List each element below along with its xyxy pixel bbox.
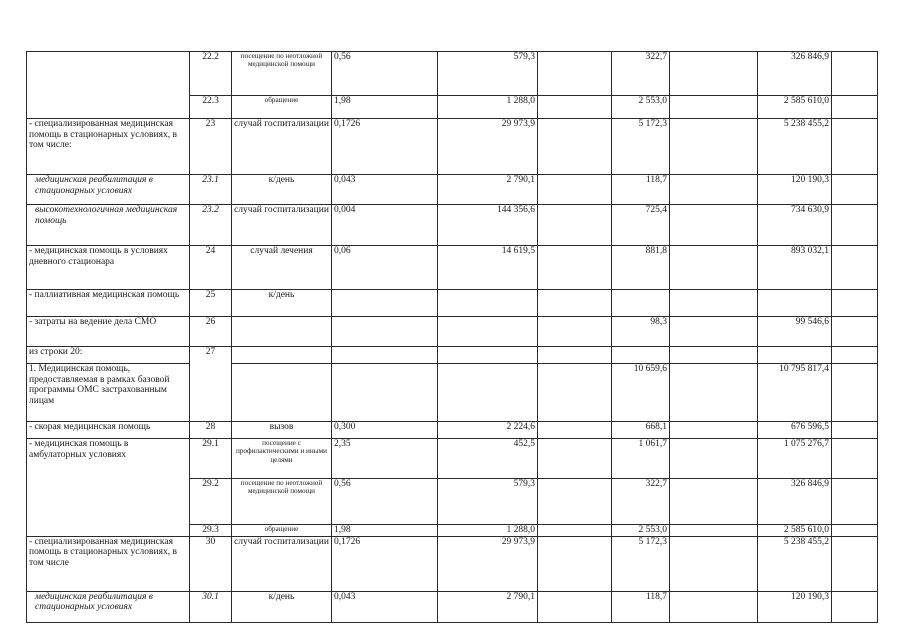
- row-unit: к/день: [232, 591, 332, 622]
- row-name: [27, 52, 190, 119]
- row-unit: к/день: [232, 175, 332, 205]
- row-empty-cell: [670, 246, 758, 290]
- row-number: 22.3: [190, 96, 232, 119]
- row-value-per-capita: 725,4: [612, 205, 670, 246]
- row-unit: случай госпитализации: [232, 119, 332, 175]
- row-value-per-capita: 2 553,0: [612, 525, 670, 537]
- row-number: 29.3: [190, 525, 232, 537]
- table-row: [27, 591, 878, 622]
- financing-table: [26, 51, 878, 623]
- row-value-cost: 579,3: [438, 479, 538, 525]
- row-name: медицинская реабилитация в стационарных условиях: [27, 591, 190, 622]
- row-value-per-capita: 98,3: [612, 317, 670, 347]
- row-empty-cell: [670, 422, 758, 439]
- row-number: 26: [190, 317, 232, 347]
- row-value-per-capita: 881,8: [612, 246, 670, 290]
- row-empty-cell: [538, 536, 612, 591]
- row-number: 23: [190, 119, 232, 175]
- row-value-norm: 1,98: [332, 96, 438, 119]
- row-empty-cell: [670, 347, 758, 364]
- row-empty-cell: [832, 96, 878, 119]
- table-row: [27, 347, 878, 364]
- row-number: 30.1: [190, 591, 232, 622]
- row-value-per-capita: [612, 347, 670, 364]
- row-value-norm: 2,35: [332, 439, 438, 479]
- row-value-cost: [438, 347, 538, 364]
- row-value-cost: 2 790,1: [438, 175, 538, 205]
- table-row: [27, 364, 878, 422]
- row-empty-cell: [538, 96, 612, 119]
- row-empty-cell: [832, 536, 878, 591]
- row-value-cost: 29 973,9: [438, 536, 538, 591]
- row-empty-cell: [832, 175, 878, 205]
- row-name: - затраты на ведение дела СМО: [27, 317, 190, 347]
- row-number: 29.2: [190, 479, 232, 525]
- row-value-norm: 0,1726: [332, 536, 438, 591]
- row-name: - специализированная медицинская помощь в стационарных условиях, в том числе: [27, 536, 190, 591]
- row-value-cost: 14 619,5: [438, 246, 538, 290]
- row-unit: [232, 317, 332, 347]
- row-number: 29.1: [190, 439, 232, 479]
- row-value-per-capita: 2 553,0: [612, 96, 670, 119]
- row-value-cost: [438, 364, 538, 422]
- row-value-norm: 0,300: [332, 422, 438, 439]
- row-empty-cell: [670, 591, 758, 622]
- row-number: 30: [190, 536, 232, 591]
- row-value-total: [758, 290, 832, 317]
- row-unit: обращение: [232, 525, 332, 537]
- row-value-norm: 0,043: [332, 591, 438, 622]
- row-empty-cell: [538, 290, 612, 317]
- row-empty-cell: [538, 205, 612, 246]
- row-value-norm: 0,043: [332, 175, 438, 205]
- row-empty-cell: [832, 422, 878, 439]
- row-value-total: 5 238 455,2: [758, 536, 832, 591]
- row-unit: случай лечения: [232, 246, 332, 290]
- row-empty-cell: [538, 479, 612, 525]
- row-value-per-capita: 1 061,7: [612, 439, 670, 479]
- row-empty-cell: [538, 119, 612, 175]
- row-number: 23.1: [190, 175, 232, 205]
- row-value-per-capita: 118,7: [612, 591, 670, 622]
- row-number: 28: [190, 422, 232, 439]
- row-number: 24: [190, 246, 232, 290]
- row-value-total: 1 075 276,7: [758, 439, 832, 479]
- row-empty-cell: [670, 52, 758, 96]
- row-value-cost: 2 224,6: [438, 422, 538, 439]
- row-empty-cell: [670, 175, 758, 205]
- row-value-total: 120 190,3: [758, 175, 832, 205]
- row-value-per-capita: 5 172,3: [612, 119, 670, 175]
- row-number: 25: [190, 290, 232, 317]
- table-row: [27, 317, 878, 347]
- row-name: - медицинская помощь в амбулаторных условиях: [27, 439, 190, 537]
- row-value-per-capita: 668,1: [612, 422, 670, 439]
- row-unit: к/день: [232, 290, 332, 317]
- row-value-total: 676 596,5: [758, 422, 832, 439]
- row-value-norm: [332, 290, 438, 317]
- row-unit: случай госпитализации: [232, 536, 332, 591]
- row-unit: [232, 347, 332, 364]
- row-value-cost: 1 288,0: [438, 96, 538, 119]
- row-value-total: [758, 347, 832, 364]
- row-value-total: 893 032,1: [758, 246, 832, 290]
- row-value-total: 99 546,6: [758, 317, 832, 347]
- row-value-cost: 29 973,9: [438, 119, 538, 175]
- row-value-cost: 579,3: [438, 52, 538, 96]
- row-empty-cell: [832, 119, 878, 175]
- table-row: [27, 422, 878, 439]
- row-value-total: 2 585 610,0: [758, 525, 832, 537]
- row-empty-cell: [670, 364, 758, 422]
- row-value-norm: 0,06: [332, 246, 438, 290]
- row-empty-cell: [538, 175, 612, 205]
- row-value-norm: 0,56: [332, 479, 438, 525]
- table-row: [27, 119, 878, 175]
- table-row: [27, 175, 878, 205]
- row-name: - паллиативная медицинская помощь: [27, 290, 190, 317]
- row-value-per-capita: 5 172,3: [612, 536, 670, 591]
- row-name: из строки 20:: [27, 347, 190, 364]
- row-empty-cell: [670, 96, 758, 119]
- row-empty-cell: [538, 422, 612, 439]
- row-value-per-capita: 322,7: [612, 479, 670, 525]
- row-value-total: 734 630,9: [758, 205, 832, 246]
- row-empty-cell: [538, 364, 612, 422]
- row-name: высокотехнологичная медицинская помощь: [27, 205, 190, 246]
- row-empty-cell: [538, 439, 612, 479]
- row-name: 1. Медицинская помощь, предоставляемая в рамках базовой программы ОМС застрахованным лицам: [27, 364, 190, 422]
- row-empty-cell: [832, 52, 878, 96]
- row-number: 27: [190, 347, 232, 422]
- row-number: 22.2: [190, 52, 232, 96]
- row-empty-cell: [538, 246, 612, 290]
- row-value-norm: [332, 364, 438, 422]
- row-empty-cell: [538, 347, 612, 364]
- row-value-per-capita: 118,7: [612, 175, 670, 205]
- row-value-total: 326 846,9: [758, 479, 832, 525]
- table-row: [27, 52, 878, 96]
- row-unit: [232, 364, 332, 422]
- row-empty-cell: [832, 364, 878, 422]
- row-empty-cell: [832, 591, 878, 622]
- row-value-cost: [438, 290, 538, 317]
- table-row: [27, 246, 878, 290]
- row-empty-cell: [670, 479, 758, 525]
- row-unit: случай госпитализации: [232, 205, 332, 246]
- row-value-norm: 0,1726: [332, 119, 438, 175]
- row-name: - скорая медицинская помощь: [27, 422, 190, 439]
- row-value-total: 10 795 817,4: [758, 364, 832, 422]
- row-value-cost: 1 288,0: [438, 525, 538, 537]
- row-value-total: 326 846,9: [758, 52, 832, 96]
- row-unit: посещение по неотложной медицинской помощи: [232, 479, 332, 525]
- row-value-cost: 2 790,1: [438, 591, 538, 622]
- row-empty-cell: [832, 317, 878, 347]
- row-value-per-capita: 10 659,6: [612, 364, 670, 422]
- row-empty-cell: [832, 290, 878, 317]
- row-name: медицинская реабилитация в стационарных условиях: [27, 175, 190, 205]
- row-empty-cell: [538, 591, 612, 622]
- row-number: 23.2: [190, 205, 232, 246]
- row-value-cost: [438, 317, 538, 347]
- row-value-norm: 0,004: [332, 205, 438, 246]
- row-value-total: 5 238 455,2: [758, 119, 832, 175]
- row-empty-cell: [832, 347, 878, 364]
- row-empty-cell: [538, 317, 612, 347]
- row-name: - медицинская помощь в условиях дневного стационара: [27, 246, 190, 290]
- row-empty-cell: [670, 205, 758, 246]
- row-empty-cell: [832, 246, 878, 290]
- row-empty-cell: [832, 205, 878, 246]
- row-empty-cell: [670, 119, 758, 175]
- table-row: [27, 290, 878, 317]
- row-value-cost: 452,5: [438, 439, 538, 479]
- row-value-norm: [332, 317, 438, 347]
- row-empty-cell: [832, 439, 878, 479]
- table-row: [27, 536, 878, 591]
- row-unit: обращение: [232, 96, 332, 119]
- row-value-norm: 0,56: [332, 52, 438, 96]
- row-value-total: 120 190,3: [758, 591, 832, 622]
- row-empty-cell: [832, 479, 878, 525]
- row-unit: посещение с профилактическими и иными целями: [232, 439, 332, 479]
- row-empty-cell: [670, 290, 758, 317]
- row-empty-cell: [538, 52, 612, 96]
- row-unit: посещение по неотложной медицинской помощи: [232, 52, 332, 96]
- row-empty-cell: [670, 525, 758, 537]
- row-value-per-capita: [612, 290, 670, 317]
- row-empty-cell: [670, 317, 758, 347]
- row-name: - специализированная медицинская помощь в стационарных условиях, в том числе:: [27, 119, 190, 175]
- row-value-total: 2 585 610,0: [758, 96, 832, 119]
- row-value-norm: [332, 347, 438, 364]
- row-unit: вызов: [232, 422, 332, 439]
- table-row: [27, 205, 878, 246]
- row-empty-cell: [832, 525, 878, 537]
- row-empty-cell: [670, 536, 758, 591]
- row-empty-cell: [538, 525, 612, 537]
- row-empty-cell: [670, 439, 758, 479]
- row-value-per-capita: 322,7: [612, 52, 670, 96]
- row-value-norm: 1,98: [332, 525, 438, 537]
- table-row: [27, 439, 878, 479]
- row-value-cost: 144 356,6: [438, 205, 538, 246]
